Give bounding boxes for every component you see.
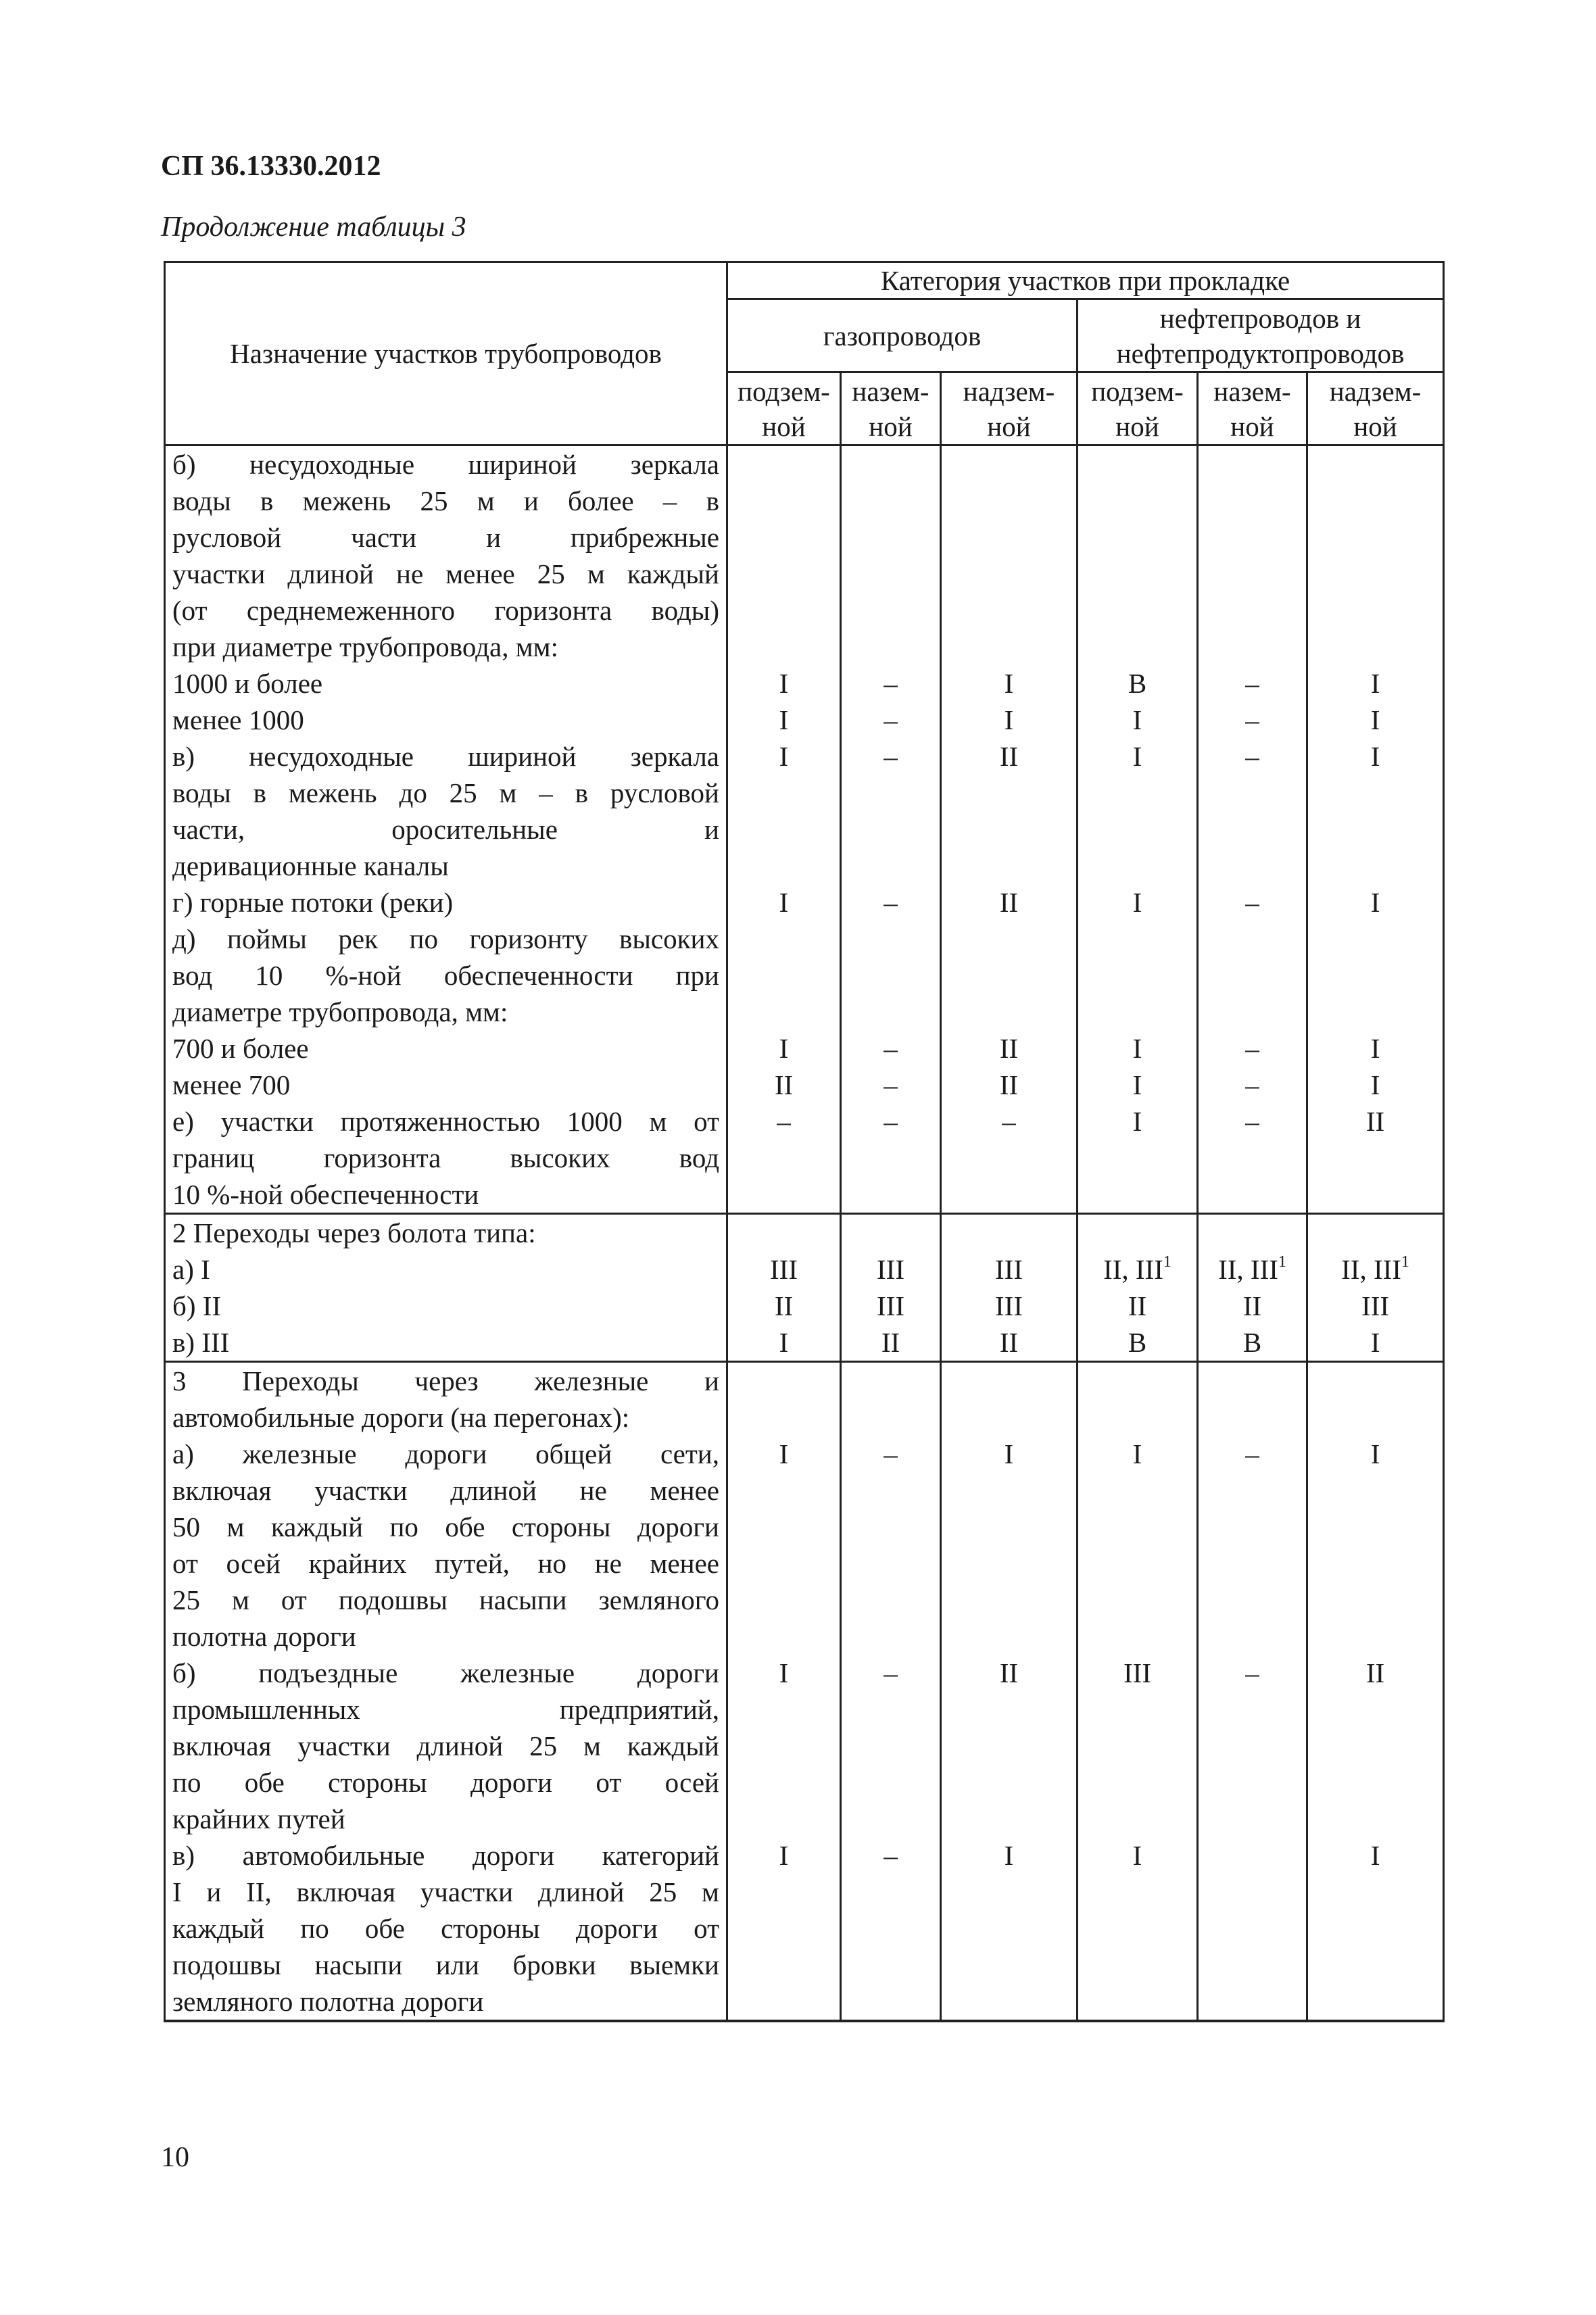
table-row: [165, 702, 1444, 738]
cell: I: [1307, 1324, 1444, 1362]
cell: B: [1078, 1324, 1198, 1362]
text-line: а) железные дороги общей сети,: [172, 1438, 719, 1469]
cell: –: [1198, 884, 1307, 921]
cell: –: [1198, 738, 1307, 884]
cell: III: [727, 1251, 841, 1288]
text-line: русловой части и прибрежные: [172, 522, 719, 553]
table-row: [165, 665, 1444, 702]
cell: III: [841, 1251, 941, 1288]
header-oil-line1: нефтепроводов и: [1159, 302, 1361, 334]
cell: I: [1307, 665, 1444, 702]
row-d-text: [165, 921, 727, 1030]
text-line: I и II, включая участки длиной 25 м: [172, 1876, 719, 1907]
cell: I: [727, 665, 841, 702]
row-b1-label: 1000 и более: [165, 665, 727, 702]
sub-l1: подзем-: [1091, 375, 1184, 407]
cell: –: [841, 1436, 941, 1655]
cell: II: [941, 738, 1078, 884]
table-row: [165, 884, 1444, 921]
cell: –: [727, 1103, 841, 1214]
cell: I: [1078, 1837, 1198, 2021]
row-b-text: [165, 445, 727, 666]
table-row: [165, 921, 1444, 1030]
cell: I: [1307, 738, 1444, 884]
header-sub: [941, 372, 1078, 445]
row-b2-label: менее 1000: [165, 702, 727, 738]
page-number: 10: [161, 2142, 189, 2173]
cell: –: [841, 1837, 941, 2021]
cell: I: [1078, 1030, 1198, 1067]
cell: –: [841, 884, 941, 921]
section-2-title: 2 Переходы через болота типа:: [165, 1214, 727, 1252]
cell: I: [1078, 738, 1198, 884]
text-line: промышленных предприятий,: [172, 1694, 719, 1725]
cell: II: [1078, 1288, 1198, 1324]
cell: –: [841, 1030, 941, 1067]
cell: I: [941, 1436, 1078, 1655]
header-gas: газопроводов: [727, 299, 1078, 372]
cell: I: [727, 1324, 841, 1362]
sub-l2: ной: [1115, 410, 1159, 442]
row-2b-label: б) II: [165, 1288, 727, 1324]
table-row: [165, 1436, 1444, 1655]
cell: III: [941, 1251, 1078, 1288]
text-line: вод 10 %-ной обеспеченности при: [172, 960, 719, 991]
row-3v-text: [165, 1837, 727, 2021]
cell: I: [727, 702, 841, 738]
text-line: е) участки протяженностью 1000 м от: [172, 1106, 719, 1137]
text-line: подошвы насыпи или бровки выемки: [172, 1949, 719, 1980]
cell: II: [941, 1324, 1078, 1362]
cell: I: [1307, 702, 1444, 738]
cell: –: [1198, 1067, 1307, 1103]
cell: III: [941, 1288, 1078, 1324]
header-purpose: Назначение участков трубопроводов: [165, 262, 727, 445]
cell: –: [841, 1067, 941, 1103]
cell: –: [841, 702, 941, 738]
cell: II: [941, 1030, 1078, 1067]
cell: I: [727, 738, 841, 884]
sub-l1: надзем-: [1329, 375, 1422, 407]
text-line: по обе стороны дороги от осей: [172, 1767, 719, 1798]
header-sub: [1078, 372, 1198, 445]
cell: I: [1307, 1837, 1444, 2021]
cell: –: [1198, 1436, 1307, 1655]
cell-value: II, III: [1218, 1254, 1278, 1285]
text-line: 25 м от подошвы насыпи земляного: [172, 1584, 719, 1615]
text-line: деривационные каналы: [172, 850, 449, 881]
sub-l1: надзем-: [963, 375, 1055, 407]
row-2c-label: в) III: [165, 1324, 727, 1362]
cell: [1198, 1837, 1307, 2021]
row-2a-label: а) I: [165, 1251, 727, 1288]
cell: I: [1307, 1030, 1444, 1067]
cell: I: [1078, 1436, 1198, 1655]
cell-value: II, III: [1103, 1254, 1163, 1285]
cell: I: [1078, 702, 1198, 738]
text-line: д) поймы рек по горизонту высоких: [172, 923, 719, 954]
table-row: [165, 1288, 1444, 1324]
cell: I: [941, 702, 1078, 738]
header-category: Категория участков при прокладке: [727, 262, 1444, 299]
header-sub: [727, 372, 841, 445]
cell: I: [727, 1436, 841, 1655]
cell: III: [1307, 1288, 1444, 1324]
sub-l2: ной: [987, 410, 1031, 442]
text-line: от осей крайних путей, но не менее: [172, 1548, 719, 1579]
text-line: каждый по обе стороны дороги от: [172, 1913, 719, 1944]
row-e-text: [165, 1103, 727, 1214]
row-d1-label: 700 и более: [165, 1030, 727, 1067]
sub-l1: назем-: [1213, 375, 1291, 407]
sub-l2: ной: [762, 410, 806, 442]
cell: I: [727, 884, 841, 921]
text-line: (от среднемеженного горизонта воды): [172, 595, 719, 626]
cell: I: [1307, 1067, 1444, 1103]
text-line: полотна дороги: [172, 1621, 356, 1652]
cell: –: [1198, 1030, 1307, 1067]
cell: II: [941, 1655, 1078, 1837]
text-line: земляного полотна дороги: [172, 1986, 484, 2017]
text-line: 50 м каждый по обе стороны дороги: [172, 1511, 719, 1542]
table-row: [165, 1067, 1444, 1103]
text-line: автомобильные дороги (на перегонах):: [172, 1402, 630, 1433]
text-line: границ горизонта высоких вод: [172, 1142, 719, 1173]
table-caption: Продолжение таблицы 3: [161, 212, 466, 243]
category-table: [164, 261, 1445, 2022]
text-line: диаметре трубопровода, мм:: [172, 996, 508, 1027]
cell: I: [1078, 1067, 1198, 1103]
cell: B: [1198, 1324, 1307, 1362]
cell: II: [727, 1067, 841, 1103]
cell: II: [1307, 1103, 1444, 1214]
cell: III: [1078, 1655, 1198, 1837]
cell: –: [841, 1103, 941, 1214]
cell: –: [1198, 702, 1307, 738]
section-3-title: [165, 1362, 727, 1436]
cell: [1198, 1251, 1307, 1288]
table-row: [165, 1030, 1444, 1067]
sub-l2: ной: [1353, 410, 1397, 442]
footnote-mark: 1: [1278, 1253, 1286, 1271]
cell: I: [1078, 1103, 1198, 1214]
sub-l1: назем-: [852, 375, 929, 407]
footnote-mark: 1: [1163, 1253, 1171, 1271]
row-3a-text: [165, 1436, 727, 1655]
header-sub: [1307, 372, 1444, 445]
text-line: воды в межень 25 м и более – в: [172, 485, 719, 516]
text-line: при диаметре трубопровода, мм:: [172, 631, 559, 662]
table-row: [165, 1103, 1444, 1214]
text-line: крайних путей: [172, 1803, 345, 1834]
row-v-text: [165, 738, 727, 884]
cell: II: [1307, 1655, 1444, 1837]
cell: I: [727, 1030, 841, 1067]
text-line: 10 %-ной обеспеченности: [172, 1179, 479, 1210]
cell: –: [1198, 1103, 1307, 1214]
cell: –: [841, 1655, 941, 1837]
table-row: [165, 1251, 1444, 1288]
cell: II: [941, 884, 1078, 921]
table-row: [165, 1362, 1444, 1436]
table-row: [165, 1837, 1444, 2021]
text-line: участки длиной не менее 25 м каждый: [172, 558, 719, 589]
cell: –: [841, 665, 941, 702]
header-oil-line2: нефтепродуктопроводов: [1116, 337, 1405, 369]
row-3b-text: [165, 1655, 727, 1837]
table-row: [165, 1655, 1444, 1837]
text-line: в) несудоходные шириной зеркала: [172, 741, 719, 772]
text-line: включая участки длиной 25 м каждый: [172, 1730, 719, 1761]
cell: I: [941, 1837, 1078, 2021]
text-line: части, оросительные и: [172, 814, 719, 845]
row-d2-label: менее 700: [165, 1067, 727, 1103]
table-row: [165, 1324, 1444, 1362]
text-line: 3 Переходы через железные и: [172, 1365, 719, 1396]
cell-value: II, III: [1341, 1254, 1401, 1285]
header-sub: [1198, 372, 1307, 445]
cell: [1307, 1251, 1444, 1288]
cell: II: [727, 1288, 841, 1324]
cell: III: [841, 1288, 941, 1324]
table-row: [165, 445, 1444, 666]
cell: –: [941, 1103, 1078, 1214]
cell: I: [727, 1837, 841, 2021]
document-code: СП 36.13330.2012: [161, 151, 381, 182]
cell: I: [1078, 884, 1198, 921]
cell: I: [727, 1655, 841, 1837]
row-g-text: г) горные потоки (реки): [165, 884, 727, 921]
cell: –: [1198, 665, 1307, 702]
header-oil: [1078, 299, 1444, 372]
cell: I: [941, 665, 1078, 702]
table-row: [165, 738, 1444, 884]
cell: B: [1078, 665, 1198, 702]
cell: I: [1307, 1436, 1444, 1655]
text-line: в) автомобильные дороги категорий: [172, 1840, 719, 1871]
sub-l1: подзем-: [737, 375, 830, 407]
cell: II: [941, 1067, 1078, 1103]
cell: I: [1307, 884, 1444, 921]
table-row: [165, 1214, 1444, 1252]
text-line: б) несудоходные шириной зеркала: [172, 449, 719, 480]
cell: –: [841, 738, 941, 884]
cell: –: [1198, 1655, 1307, 1837]
sub-l2: ной: [869, 410, 913, 442]
text-line: включая участки длиной не менее: [172, 1475, 719, 1506]
cell: [1078, 1251, 1198, 1288]
text-line: воды в межень до 25 м – в русловой: [172, 777, 719, 808]
sub-l2: ной: [1230, 410, 1274, 442]
footnote-mark: 1: [1401, 1253, 1409, 1271]
cell: II: [1198, 1288, 1307, 1324]
cell: II: [841, 1324, 941, 1362]
text-line: б) подъездные железные дороги: [172, 1657, 719, 1688]
header-sub: [841, 372, 941, 445]
